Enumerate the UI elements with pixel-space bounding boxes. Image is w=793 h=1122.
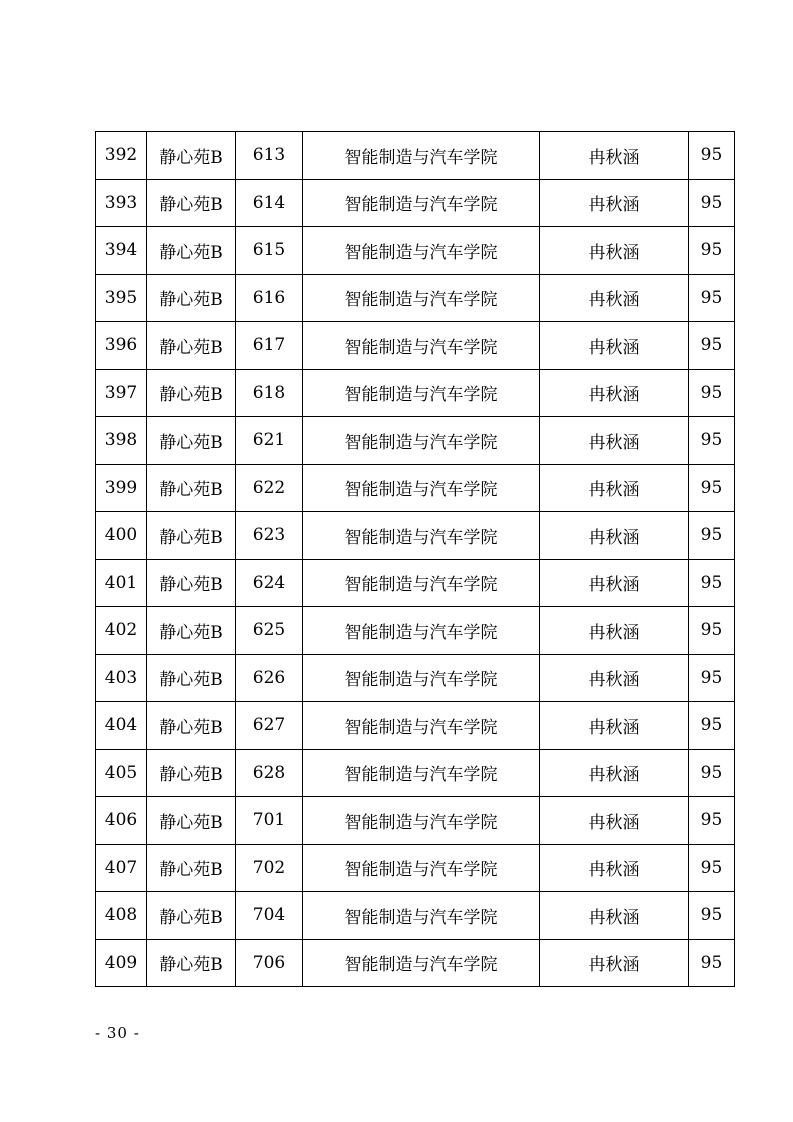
cell-building: 静心苑B — [147, 797, 236, 845]
cell-building: 静心苑B — [147, 749, 236, 797]
cell-name: 冉秋涵 — [540, 464, 689, 512]
cell-room: 623 — [236, 512, 303, 560]
table-row — [96, 179, 735, 227]
cell-number: 395 — [96, 274, 147, 322]
cell-score: 95 — [689, 797, 735, 845]
cell-building: 静心苑B — [147, 132, 236, 180]
table-row — [96, 892, 735, 940]
table-row — [96, 322, 735, 370]
cell-college: 智能制造与汽车学院 — [303, 702, 540, 750]
cell-name: 冉秋涵 — [540, 749, 689, 797]
cell-score: 95 — [689, 179, 735, 227]
cell-room: 615 — [236, 227, 303, 275]
cell-number: 396 — [96, 322, 147, 370]
table-row — [96, 132, 735, 180]
cell-room: 704 — [236, 892, 303, 940]
cell-room: 626 — [236, 654, 303, 702]
table-row — [96, 512, 735, 560]
cell-room: 617 — [236, 322, 303, 370]
table-row — [96, 274, 735, 322]
cell-college: 智能制造与汽车学院 — [303, 607, 540, 655]
cell-score: 95 — [689, 369, 735, 417]
dormitory-score-table — [95, 131, 735, 987]
cell-college: 智能制造与汽车学院 — [303, 559, 540, 607]
cell-room: 627 — [236, 702, 303, 750]
cell-score: 95 — [689, 512, 735, 560]
cell-building: 静心苑B — [147, 892, 236, 940]
table-row — [96, 559, 735, 607]
cell-building: 静心苑B — [147, 559, 236, 607]
cell-room: 621 — [236, 417, 303, 465]
cell-score: 95 — [689, 607, 735, 655]
cell-score: 95 — [689, 417, 735, 465]
cell-college: 智能制造与汽车学院 — [303, 749, 540, 797]
cell-building: 静心苑B — [147, 227, 236, 275]
cell-name: 冉秋涵 — [540, 512, 689, 560]
cell-number: 394 — [96, 227, 147, 275]
cell-number: 404 — [96, 702, 147, 750]
cell-number: 398 — [96, 417, 147, 465]
cell-college: 智能制造与汽车学院 — [303, 844, 540, 892]
cell-name: 冉秋涵 — [540, 179, 689, 227]
cell-room: 628 — [236, 749, 303, 797]
cell-number: 397 — [96, 369, 147, 417]
cell-name: 冉秋涵 — [540, 607, 689, 655]
table-row — [96, 464, 735, 512]
cell-score: 95 — [689, 132, 735, 180]
cell-name: 冉秋涵 — [540, 654, 689, 702]
cell-name: 冉秋涵 — [540, 559, 689, 607]
cell-name: 冉秋涵 — [540, 274, 689, 322]
cell-score: 95 — [689, 749, 735, 797]
cell-building: 静心苑B — [147, 369, 236, 417]
cell-room: 613 — [236, 132, 303, 180]
cell-number: 409 — [96, 939, 147, 987]
cell-score: 95 — [689, 274, 735, 322]
cell-number: 405 — [96, 749, 147, 797]
cell-college: 智能制造与汽车学院 — [303, 274, 540, 322]
cell-name: 冉秋涵 — [540, 844, 689, 892]
cell-building: 静心苑B — [147, 654, 236, 702]
cell-building: 静心苑B — [147, 607, 236, 655]
cell-college: 智能制造与汽车学院 — [303, 179, 540, 227]
cell-building: 静心苑B — [147, 179, 236, 227]
cell-building: 静心苑B — [147, 512, 236, 560]
cell-score: 95 — [689, 322, 735, 370]
cell-number: 407 — [96, 844, 147, 892]
table-row — [96, 749, 735, 797]
cell-name: 冉秋涵 — [540, 702, 689, 750]
cell-building: 静心苑B — [147, 844, 236, 892]
table-row — [96, 654, 735, 702]
cell-college: 智能制造与汽车学院 — [303, 227, 540, 275]
cell-room: 622 — [236, 464, 303, 512]
cell-number: 406 — [96, 797, 147, 845]
cell-number: 393 — [96, 179, 147, 227]
cell-score: 95 — [689, 702, 735, 750]
cell-name: 冉秋涵 — [540, 369, 689, 417]
table-body — [96, 132, 735, 987]
cell-name: 冉秋涵 — [540, 417, 689, 465]
cell-college: 智能制造与汽车学院 — [303, 369, 540, 417]
cell-number: 403 — [96, 654, 147, 702]
table-row — [96, 939, 735, 987]
cell-name: 冉秋涵 — [540, 892, 689, 940]
cell-number: 399 — [96, 464, 147, 512]
cell-number: 401 — [96, 559, 147, 607]
cell-room: 624 — [236, 559, 303, 607]
cell-score: 95 — [689, 939, 735, 987]
cell-building: 静心苑B — [147, 322, 236, 370]
cell-college: 智能制造与汽车学院 — [303, 512, 540, 560]
cell-room: 706 — [236, 939, 303, 987]
cell-college: 智能制造与汽车学院 — [303, 939, 540, 987]
cell-room: 618 — [236, 369, 303, 417]
cell-name: 冉秋涵 — [540, 939, 689, 987]
table-row — [96, 417, 735, 465]
cell-score: 95 — [689, 654, 735, 702]
cell-room: 701 — [236, 797, 303, 845]
cell-number: 400 — [96, 512, 147, 560]
cell-name: 冉秋涵 — [540, 797, 689, 845]
cell-college: 智能制造与汽车学院 — [303, 464, 540, 512]
table-row — [96, 227, 735, 275]
cell-college: 智能制造与汽车学院 — [303, 654, 540, 702]
cell-name: 冉秋涵 — [540, 322, 689, 370]
cell-room: 625 — [236, 607, 303, 655]
table-row — [96, 844, 735, 892]
cell-name: 冉秋涵 — [540, 132, 689, 180]
cell-building: 静心苑B — [147, 464, 236, 512]
cell-number: 402 — [96, 607, 147, 655]
cell-name: 冉秋涵 — [540, 227, 689, 275]
table-row — [96, 702, 735, 750]
cell-college: 智能制造与汽车学院 — [303, 892, 540, 940]
page-number: - 30 - — [95, 1024, 140, 1042]
cell-college: 智能制造与汽车学院 — [303, 417, 540, 465]
cell-building: 静心苑B — [147, 417, 236, 465]
cell-college: 智能制造与汽车学院 — [303, 797, 540, 845]
cell-building: 静心苑B — [147, 274, 236, 322]
cell-score: 95 — [689, 227, 735, 275]
cell-room: 616 — [236, 274, 303, 322]
table-row — [96, 797, 735, 845]
table-row — [96, 369, 735, 417]
cell-building: 静心苑B — [147, 702, 236, 750]
cell-number: 392 — [96, 132, 147, 180]
cell-room: 614 — [236, 179, 303, 227]
cell-score: 95 — [689, 892, 735, 940]
cell-room: 702 — [236, 844, 303, 892]
table-row — [96, 607, 735, 655]
cell-college: 智能制造与汽车学院 — [303, 132, 540, 180]
cell-score: 95 — [689, 844, 735, 892]
cell-number: 408 — [96, 892, 147, 940]
cell-score: 95 — [689, 559, 735, 607]
cell-college: 智能制造与汽车学院 — [303, 322, 540, 370]
cell-score: 95 — [689, 464, 735, 512]
cell-building: 静心苑B — [147, 939, 236, 987]
